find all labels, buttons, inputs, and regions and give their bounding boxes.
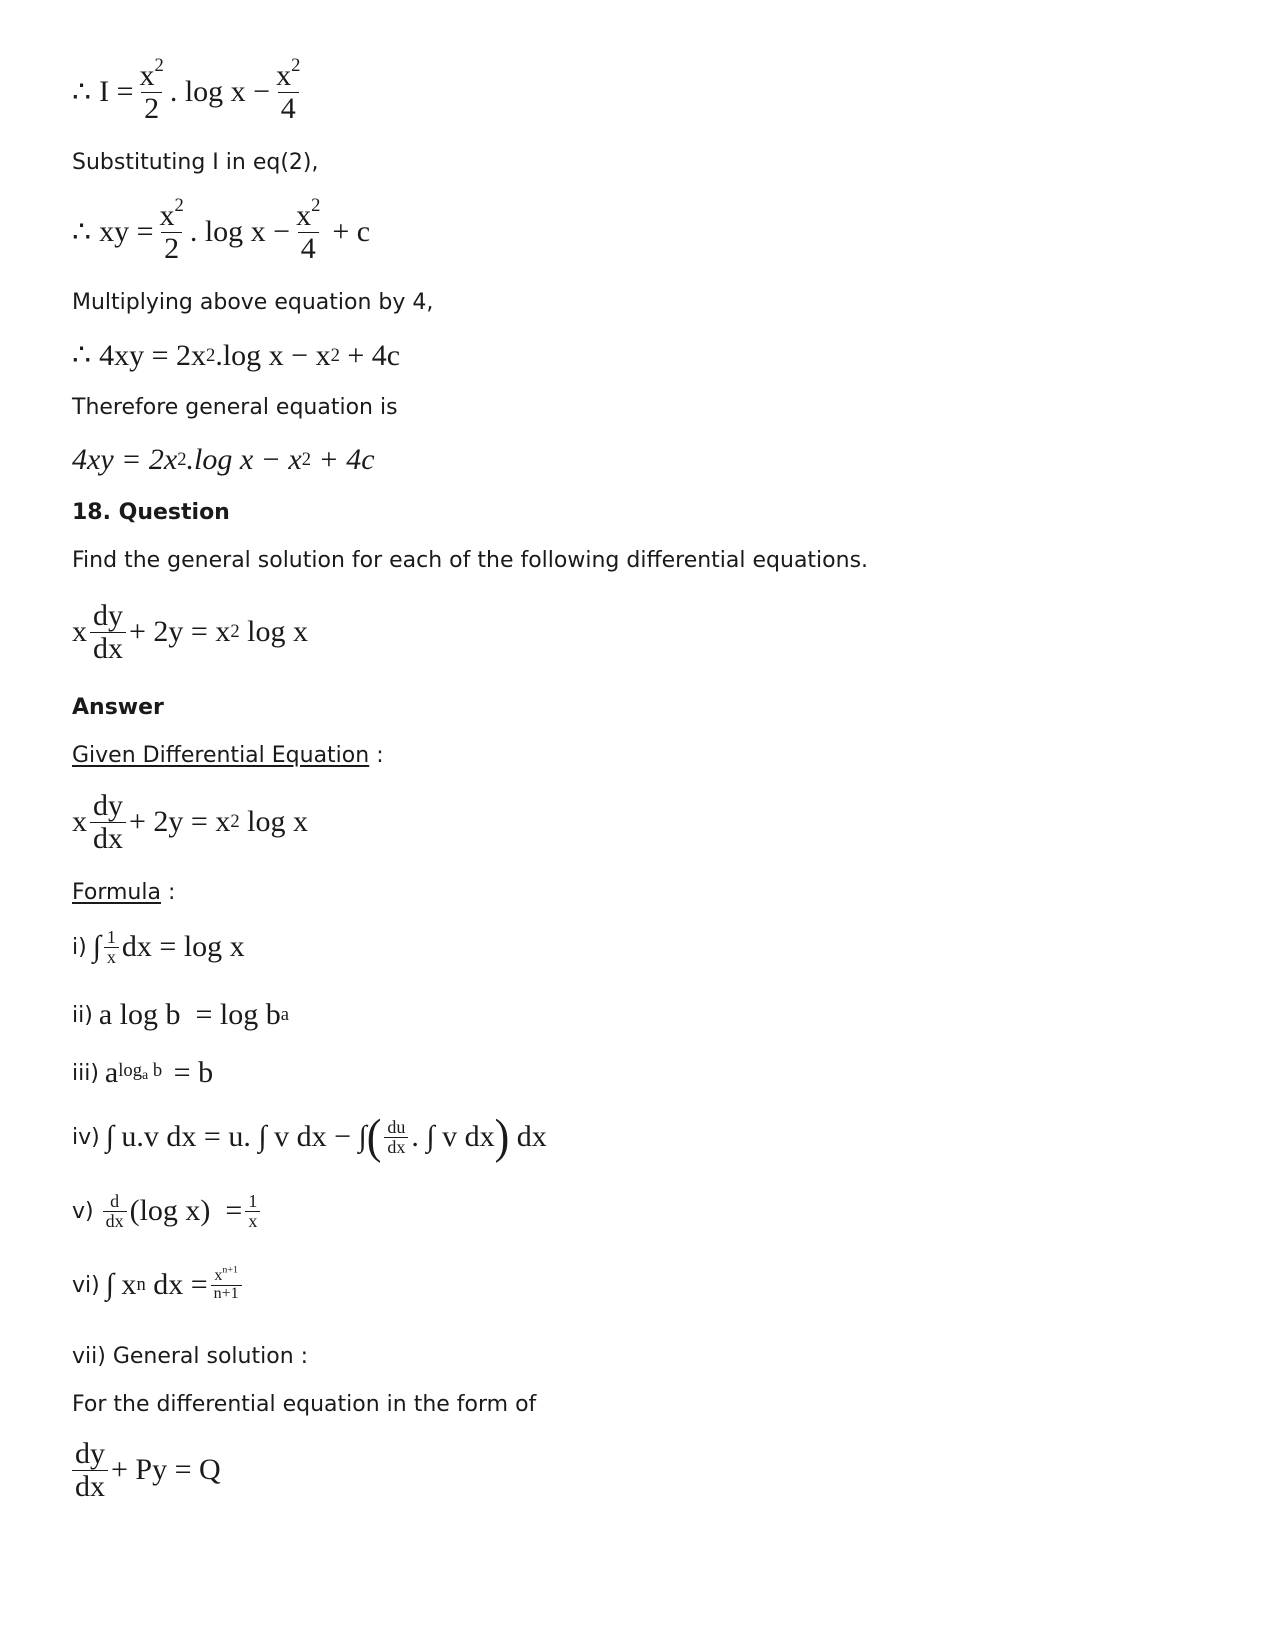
given-label (72, 743, 384, 769)
therefore-symbol: ∴ (72, 215, 92, 249)
given-equation: x $\frac{dy}{dx}$ + 2y = x 2 log x (72, 789, 308, 855)
eq-part: .log x − x (186, 443, 302, 476)
formula-vii: vii) General solution : (72, 1344, 309, 1369)
paragraph: Therefore general equation is (72, 395, 398, 420)
question-text: Find the general solution for each of the following differential equations. (72, 548, 869, 573)
fraction: $\frac{1}{x}$ (104, 928, 119, 967)
therefore-symbol: ∴ (72, 75, 92, 109)
eq-part: ∫ u.v dx = u. ∫ v dx − ∫ (105, 1120, 367, 1153)
eq-lhs: xy = (99, 215, 154, 248)
eq-lhs: I = (99, 75, 134, 108)
fraction: $\frac{d}{dx}$ (103, 1192, 127, 1231)
paragraph: For the differential equation in the form of (72, 1392, 537, 1417)
eq-mid: . log x − (189, 215, 291, 248)
formula-index: v) (72, 1198, 94, 1224)
eq-part: . ∫ v dx (411, 1120, 495, 1153)
eq-part: + 2y = x (129, 805, 231, 838)
formula-index: i) (72, 934, 87, 960)
eq-part: dx (509, 1120, 547, 1153)
colon: : (160, 880, 176, 905)
eq-part: + Py = Q (111, 1453, 221, 1486)
fraction: $\frac{x^2}{2}$ (159, 195, 184, 265)
fraction: $\frac{du}{dx}$ (384, 1118, 408, 1157)
fraction: $\frac{1}{x}$ (245, 1192, 260, 1231)
formula-iii: iii) a $\log_a b$ = b (72, 1056, 214, 1089)
integral-symbol: ∫ (92, 930, 101, 964)
equation-xy (72, 195, 371, 265)
eq-part: x (72, 615, 87, 648)
eq-part: ∫ x (105, 1268, 137, 1302)
fraction: $\frac{x^2}{4}$ (296, 195, 321, 265)
eq-tail: + c (332, 215, 371, 248)
therefore-symbol: ∴ (72, 339, 92, 372)
right-paren: ) (494, 1109, 510, 1164)
eq-part: + 4c (311, 443, 375, 476)
formula-label (72, 880, 175, 906)
question-equation: x $\frac{dy}{dx}$ + 2y = x 2 log x (72, 599, 308, 665)
fraction: $\frac{x^{n+1}}{n+1}$ (211, 1268, 242, 1303)
equation-form (72, 1438, 221, 1502)
fraction: $\frac{dy}{dx}$ (72, 1438, 108, 1502)
formula-v (72, 1192, 263, 1231)
question-heading: 18. Question (72, 500, 230, 525)
fraction: $\frac{dy}{dx}$ (90, 790, 126, 854)
given-label-text: Given Differential Equation (72, 743, 370, 768)
paragraph: Multiplying above equation by 4, (72, 290, 434, 315)
equation-I (72, 55, 306, 125)
formula-index: vi) (72, 1272, 100, 1298)
eq-part: dx = log x (121, 930, 245, 964)
fraction: $\frac{dy}{dx}$ (90, 600, 126, 664)
formula-index: ii) (72, 1002, 93, 1028)
eq-part: = b (166, 1056, 214, 1089)
eq-part: .log x − x (215, 338, 331, 372)
eq-part: 4xy = 2x (72, 443, 178, 476)
eq-part: log x (239, 615, 308, 648)
equation-4xy: ∴ 4xy = 2x 2 .log x − x 2 + 4c (72, 338, 401, 372)
fraction: $\frac{x^2}{2}$ (139, 55, 164, 125)
eq-part: dx = (145, 1268, 208, 1302)
formula-index: iii) (72, 1060, 99, 1086)
formula-vi: vi) ∫ x n dx = $\frac{x^{n+1}}{n+1}$ (72, 1268, 245, 1303)
formula-i (72, 928, 245, 967)
colon: : (369, 743, 384, 768)
eq-mid: . log x − (169, 75, 271, 108)
eq-part: + 4c (339, 338, 401, 372)
formula-index: iv) (72, 1124, 100, 1150)
formula-label-text: Formula (72, 880, 161, 905)
eq-part: (log x) = (129, 1194, 243, 1228)
eq-part: log x (239, 805, 308, 838)
formula-iv (72, 1109, 547, 1164)
paragraph: Substituting I in eq(2), (72, 150, 319, 175)
eq-part: 4xy = 2x (99, 338, 207, 372)
fraction: $\frac{x^2}{4}$ (276, 55, 301, 125)
eq-part: x (72, 805, 87, 838)
eq-part: a log b = log b (98, 998, 281, 1031)
equation-general: 4xy = 2x 2 .log x − x 2 + 4c (72, 443, 375, 476)
eq-part: a (104, 1056, 119, 1089)
left-paren: ( (366, 1109, 382, 1164)
formula-ii: ii) a log b = log b a (72, 998, 289, 1031)
answer-heading: Answer (72, 695, 164, 720)
eq-part: + 2y = x (129, 615, 231, 648)
